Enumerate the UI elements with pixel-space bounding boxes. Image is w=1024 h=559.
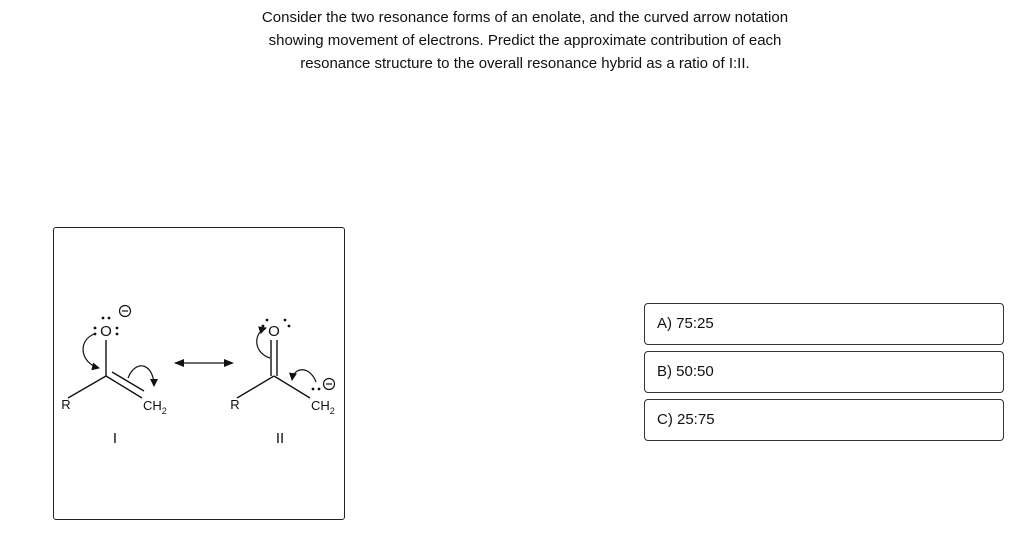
- resonance-arrow-icon: [174, 359, 234, 367]
- bond-r-c: [68, 376, 106, 398]
- structure-label-1: I: [112, 430, 118, 447]
- answer-option-a[interactable]: A) 75:25: [644, 303, 1004, 345]
- ch-text: CH: [143, 398, 162, 413]
- oxygen-atom: O: [100, 323, 112, 340]
- bond-c-ch2-double: [112, 372, 144, 391]
- structure-2: [230, 319, 334, 447]
- question-line-1: Consider the two resonance forms of an enolate, and the curved arrow notation: [261, 9, 789, 26]
- answer-option-b[interactable]: B) 50:50: [644, 351, 1004, 393]
- negative-charge-icon: [324, 379, 335, 390]
- curved-arrow-pi-bond-to-carbon: [128, 366, 154, 386]
- question-line-2: showing movement of electrons. Predict the approximate contribution of each: [268, 32, 782, 49]
- subscript-2: 2: [329, 406, 335, 416]
- r-group: R: [61, 397, 71, 412]
- ch-text: CH: [311, 398, 330, 413]
- question-text: [200, 6, 850, 75]
- curved-arrow-lone-pair-to-bond: [83, 334, 99, 368]
- resonance-figure: [53, 227, 345, 520]
- negative-charge-icon: [120, 306, 131, 317]
- curved-arrow-lone-pair-to-bond: [292, 370, 316, 382]
- bond-r-c: [237, 376, 274, 398]
- structure-1: [61, 306, 166, 448]
- resonance-diagram: [54, 228, 346, 521]
- ch2-group: [311, 398, 335, 416]
- answer-option-c[interactable]: C) 25:75: [644, 399, 1004, 441]
- oxygen-atom: O: [268, 323, 280, 340]
- question-line-3: resonance structure to the overall resonance hybrid as a ratio of I:II.: [300, 55, 750, 72]
- carbon-lone-pair: [312, 388, 321, 391]
- subscript-2: 2: [161, 406, 167, 416]
- ch2-group: [143, 398, 167, 416]
- r-group: R: [230, 397, 240, 412]
- structure-label-2: II: [275, 430, 285, 447]
